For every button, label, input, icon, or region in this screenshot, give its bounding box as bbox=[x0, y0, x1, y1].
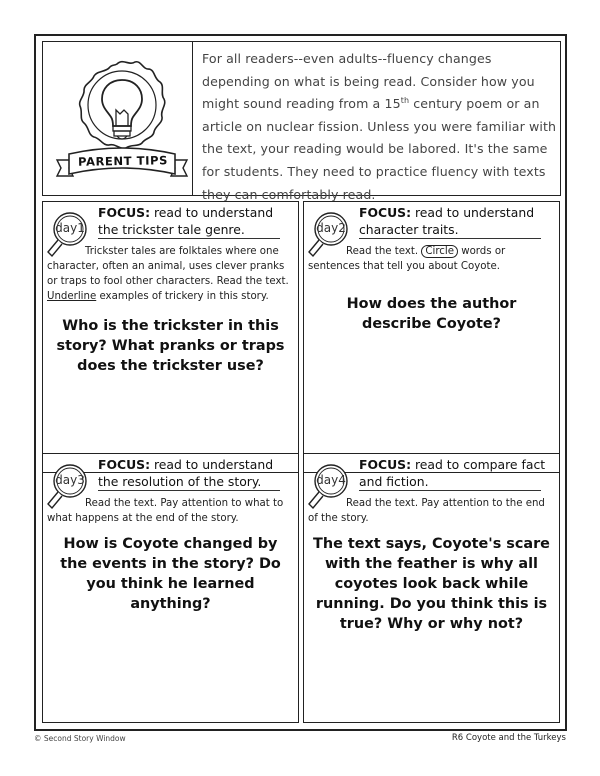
focus-divider bbox=[98, 490, 280, 491]
day-label: day4 bbox=[316, 473, 346, 487]
focus-description: read to understand the trickster tale genre. bbox=[98, 205, 274, 237]
question-text: How does the author describe Coyote? bbox=[346, 296, 517, 332]
focus-label: FOCUS: bbox=[98, 457, 151, 472]
parent-tips-box bbox=[42, 41, 561, 202]
focus-text bbox=[98, 204, 292, 238]
focus-description: read to compare fact and fiction. bbox=[359, 457, 546, 489]
focus-label: FOCUS: bbox=[359, 205, 412, 220]
parent-tips-text: For all readers--even adults--fluency changes depending on what is being read. Consider how you might sound reading from a 15th century poem or an article on nuclear fission. Unless you were familiar with the text, your reading would be labored. It's the same for students. They need to practice fluency with texts they can comfortably read. bbox=[202, 51, 557, 202]
lightbulb-icon bbox=[43, 42, 191, 195]
parent-tips-banner-text: PARENT TIPS bbox=[77, 153, 169, 169]
day4-panel bbox=[303, 453, 560, 723]
focus-divider bbox=[359, 490, 541, 491]
question-text: Who is the trickster in this story? What pranks or traps does the trickster use? bbox=[56, 318, 285, 374]
day-label: day2 bbox=[316, 221, 346, 235]
focus-label: FOCUS: bbox=[359, 457, 412, 472]
instruction-text: Trickster tales are folktales where one character, often an animal, uses clever pranks or traps to fool other characters. Read the text. Underline examples of trickery in this story. bbox=[47, 246, 289, 302]
focus-description: read to understand character traits. bbox=[359, 205, 535, 237]
focus-text bbox=[359, 204, 553, 238]
worksheet-page bbox=[34, 34, 567, 731]
instruction-text: Read the text. Pay attention to the end of the story. bbox=[308, 498, 545, 524]
day-label: day3 bbox=[55, 473, 85, 487]
focus-text bbox=[359, 456, 553, 490]
day1-panel bbox=[42, 201, 299, 473]
focus-divider bbox=[98, 238, 280, 239]
focus-divider bbox=[359, 238, 541, 239]
instruction-text: Read the text. Pay attention to what to what happens at the end of the story. bbox=[47, 498, 284, 524]
day-label: day1 bbox=[55, 221, 85, 235]
question-text: The text says, Coyote's scare with the feather is why all coyotes look back while running. Do you think this is true? Why or why not? bbox=[313, 536, 550, 632]
day2-panel bbox=[303, 201, 560, 473]
focus-description: read to understand the resolution of the story. bbox=[98, 457, 274, 489]
parent-tips-logo bbox=[43, 42, 193, 195]
instruction-text: Read the text. Circle words or sentences that tell you about Coyote. bbox=[308, 246, 506, 272]
focus-label: FOCUS: bbox=[98, 205, 151, 220]
page-code-footer: R6 Coyote and the Turkeys bbox=[451, 733, 566, 743]
question-text: How is Coyote changed by the events in the story? Do you think he learned anything? bbox=[60, 536, 281, 612]
day3-panel bbox=[42, 453, 299, 723]
copyright-footer: © Second Story Window bbox=[34, 734, 126, 743]
focus-text bbox=[98, 456, 292, 490]
